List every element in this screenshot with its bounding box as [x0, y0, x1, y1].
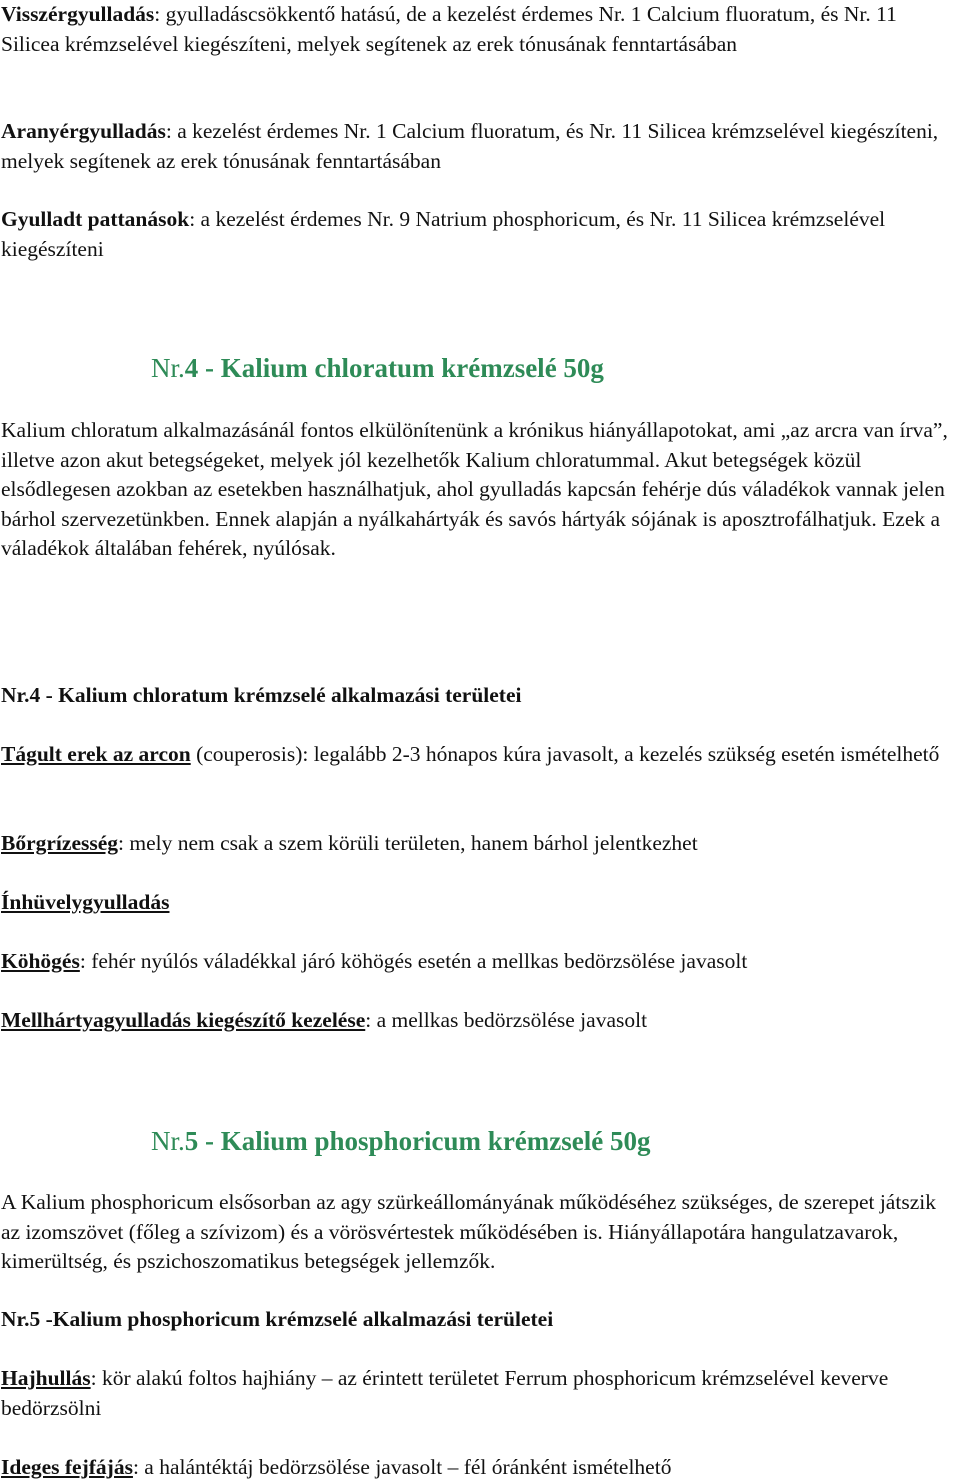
section4-item-kohoges — [1, 947, 959, 977]
section4-subheading: Nr.4 - Kalium chloratum krémzselé alkalmazási területei — [1, 683, 522, 707]
section5-item-ideges-fejfajas — [1, 1453, 959, 1483]
term-hajhullas: Hajhullás — [1, 1366, 91, 1390]
text-kohoges: : fehér nyúlós váladékkal járó köhögés esetén a mellkas bedörzsölése javasolt — [79, 949, 748, 973]
section5-subheading: Nr.5 -Kalium phosphoricum krémzselé alkalmazási területei — [1, 1307, 554, 1331]
section4-heading-rest: 4 - Kalium chloratum krémzselé 50g — [184, 353, 604, 383]
text-visszergyulladas: : gyulladáscsökkentő hatású, de a kezelést érdemes Nr. 1 Calcium fluoratum, és Nr. 11 Silicea krémzselével kiegészíteni, melyek segítenek az erek tónusának fenntartásában — [1, 2, 897, 56]
paragraph-pattanasok — [1, 205, 959, 264]
section5-intro: A Kalium phosphoricum elsősorban az agy szürkeállományának működéséhez szükséges, de szerepet játszik az izomszövet (főleg a szívizom) és a vörösvértestek működésében is. Hiányállapotára hangulatzavarok, kimerültség, és pszichoszomatikus betegségek jellemzők. — [1, 1190, 936, 1273]
term-mellhartyagyulladas: Mellhártyagyulladás kiegészítő kezelése — [1, 1008, 366, 1032]
section4-item-borgrizesseg — [1, 829, 959, 859]
section4-heading — [151, 352, 604, 384]
text-hajhullas: : kör alakú foltos hajhiány – az érintett területet Ferrum phosphoricum krémzselével keverve bedörzsölni — [1, 1366, 889, 1420]
text-tagult-erek: (couperosis): legalább 2-3 hónapos kúra javasolt, a kezelés szükség esetén ismételhető — [190, 742, 940, 766]
term-inhuvelygyulladas: Ínhüvelygyulladás — [1, 890, 170, 914]
section4-intro: Kalium chloratum alkalmazásánál fontos elkülönítenünk a krónikus hiányállapotokat, ami „az arcra van írva”, illetve azon akut betegségeket, melyek jól kezelhetők Kalium chloratummal. Akut betegségek közül elsődlegesen azokban az esetekben használhatjuk, ahol gyulladás kapcsán fehérje dús váladékok vannak jelen bárhol szervezetünkben. Ennek alapján a nyálkahártyák és savós hártyák sójának is aposztrofálhatjuk. Ezek a váladékok általában fehérek, nyúlósak. — [1, 418, 948, 560]
paragraph-visszergyulladas — [1, 0, 959, 59]
term-pattanasok: Gyulladt pattanások — [1, 207, 190, 231]
section5-item-hajhullas — [1, 1364, 959, 1423]
term-tagult-erek: Tágult erek az arcon — [1, 742, 191, 766]
section5-heading-rest: 5 - Kalium phosphoricum krémzselé 50g — [184, 1126, 651, 1156]
text-aranyergyulladas: : a kezelést érdemes Nr. 1 Calcium fluoratum, és Nr. 11 Silicea krémzselével kiegészíteni, melyek segítenek az erek tónusának fenntartásában — [1, 119, 939, 173]
text-pattanasok: : a kezelést érdemes Nr. 9 Natrium phosphoricum, és Nr. 11 Silicea krémzselével kiegészíteni — [1, 207, 886, 261]
term-aranyergyulladas: Aranyérgyulladás — [1, 119, 166, 143]
section4-heading-nr: Nr. — [151, 353, 185, 383]
text-borgrizesseg: : mely nem csak a szem körüli területen, hanem bárhol jelentkezhet — [118, 831, 698, 855]
term-kohoges: Köhögés — [1, 949, 80, 973]
term-ideges-fejfajas: Ideges fejfájás — [1, 1455, 133, 1479]
term-borgrizesseg: Bőrgrízesség — [1, 831, 119, 855]
section4-item-inhuvely — [1, 888, 959, 918]
section5-heading-nr: Nr. — [151, 1126, 185, 1156]
paragraph-aranyergyulladas — [1, 117, 959, 176]
text-ideges-fejfajas: : a halántéktáj bedörzsölése javasolt – fél óránként ismételhető — [132, 1455, 672, 1479]
section4-item-tagult-erek — [1, 740, 959, 770]
text-mellhartyagyulladas: : a mellkas bedörzsölése javasolt — [365, 1008, 648, 1032]
section4-item-mellhartya — [1, 1006, 959, 1036]
section5-heading — [151, 1125, 651, 1157]
term-visszergyulladas: Visszérgyulladás — [1, 2, 155, 26]
